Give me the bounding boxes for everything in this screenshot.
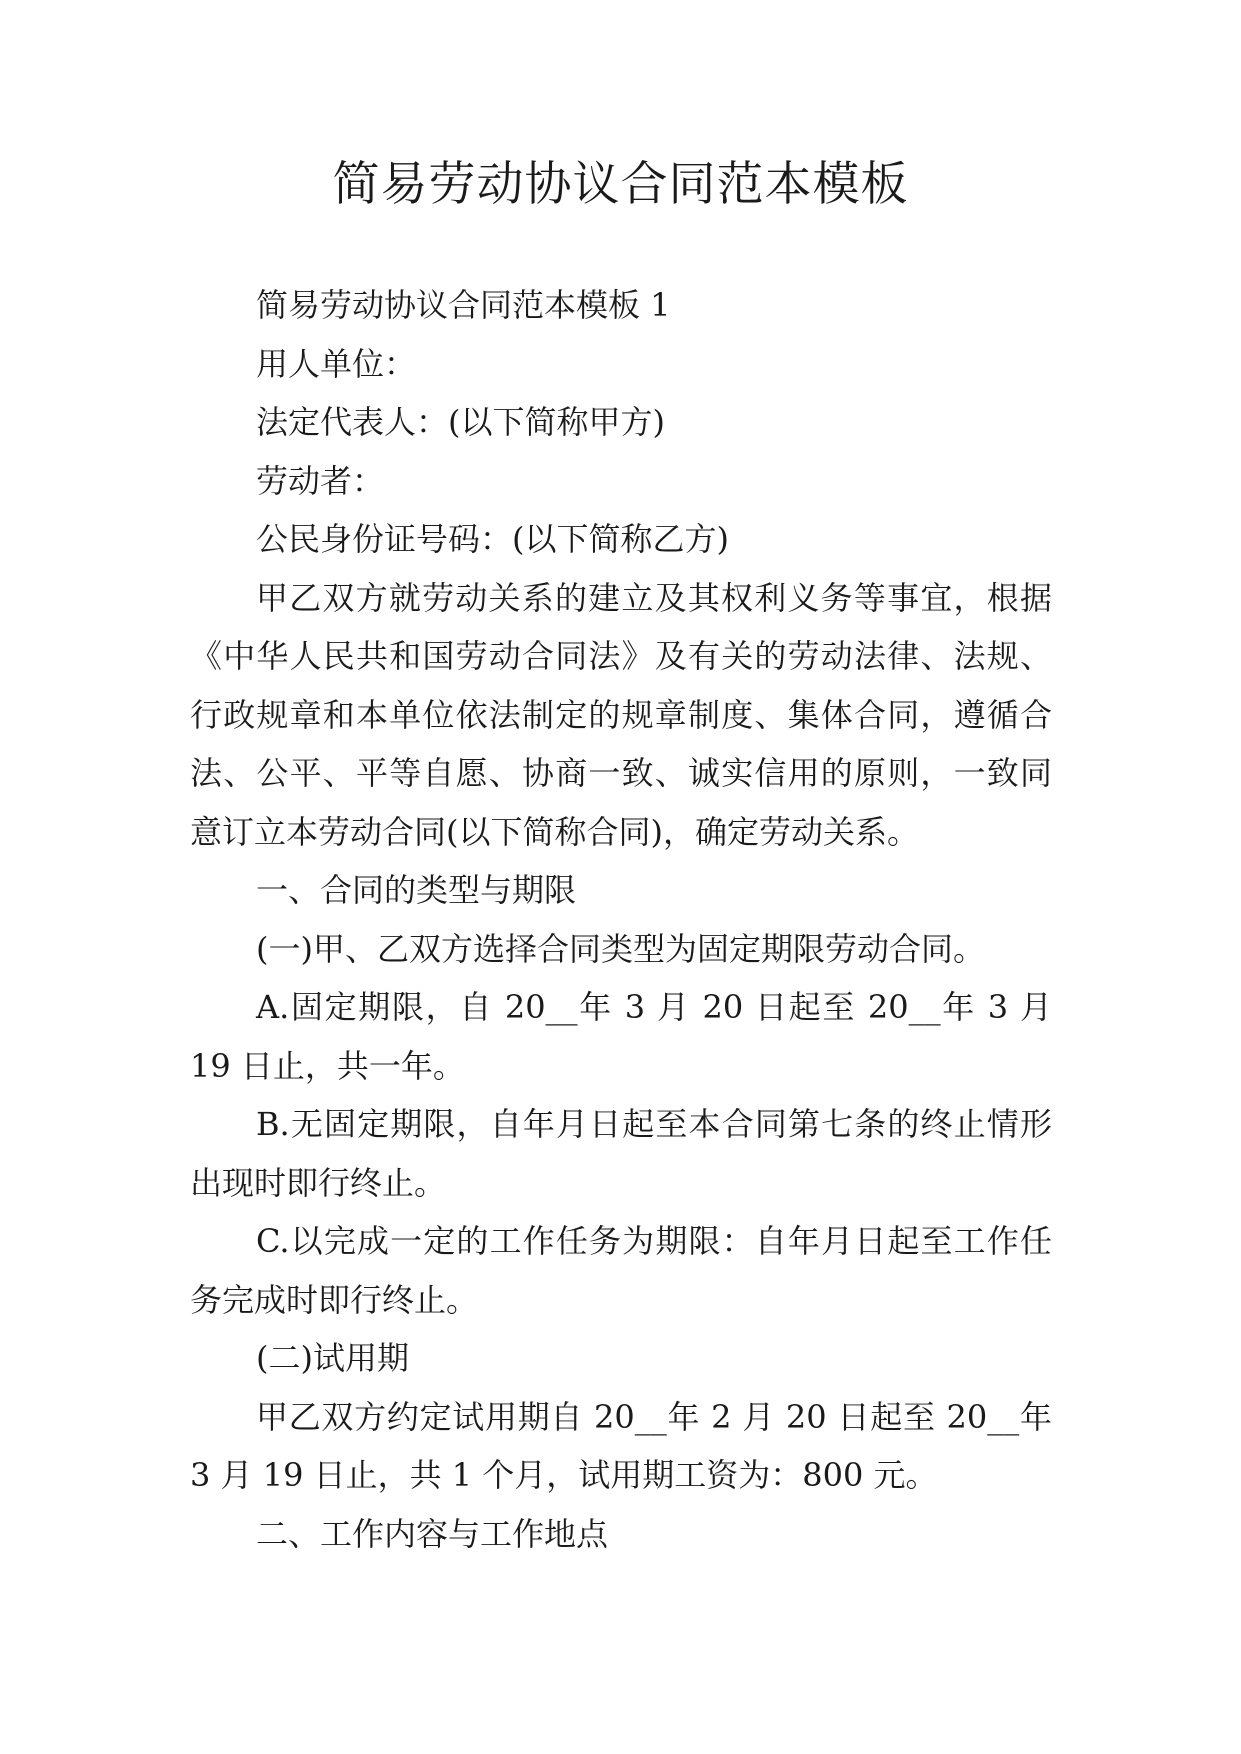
option-b-paragraph: B.无固定期限，自年月日起至本合同第七条的终止情形出现时即行终止。	[190, 1105, 1052, 1202]
id-number-field: 公民身份证号码：(以下简称乙方)	[256, 520, 729, 558]
document-body	[190, 276, 1052, 1563]
contract-type-paragraph: (一)甲、乙双方选择合同类型为固定期限劳动合同。	[256, 929, 985, 968]
employer-field: 用人单位：	[256, 344, 417, 383]
legal-representative-field: 法定代表人：(以下简称甲方)	[256, 403, 665, 441]
section-heading-2: 二、工作内容与工作地点	[256, 1514, 609, 1553]
preamble-paragraph: 甲乙双方就劳动关系的建立及其权利义务等事宜，根据《中华人民共和国劳动合同法》及有关的劳动法律、法规、行政规章和本单位依法制定的规章制度、集体合同，遵循合法、公平、平等自愿、协商一致、诚实信用的原则，一致同意订立本劳动合同(以下简称合同)，确定劳动关系。	[190, 578, 1052, 851]
option-a-paragraph: A.固定期限，自 20__年 3 月 20 日起至 20__年 3 月 19 日止，共一年。	[190, 988, 1052, 1085]
section-heading-1: 一、合同的类型与期限	[256, 871, 577, 909]
subtitle-paragraph: 简易劳动协议合同范本模板 1	[256, 286, 671, 324]
option-c-paragraph: C.以完成一定的工作任务为期限：自年月日起至工作任务完成时即行终止。	[190, 1222, 1052, 1319]
document-title: 简易劳动协议合同范本模板	[332, 157, 909, 212]
employee-field: 劳动者：	[256, 461, 385, 500]
probation-heading: (二)试用期	[256, 1339, 409, 1377]
probation-paragraph: 甲乙双方约定试用期自 20__年 2 月 20 日起至 20__年 3 月 19 日止，共 1 个月，试用期工资为：800 元。	[190, 1397, 1052, 1494]
